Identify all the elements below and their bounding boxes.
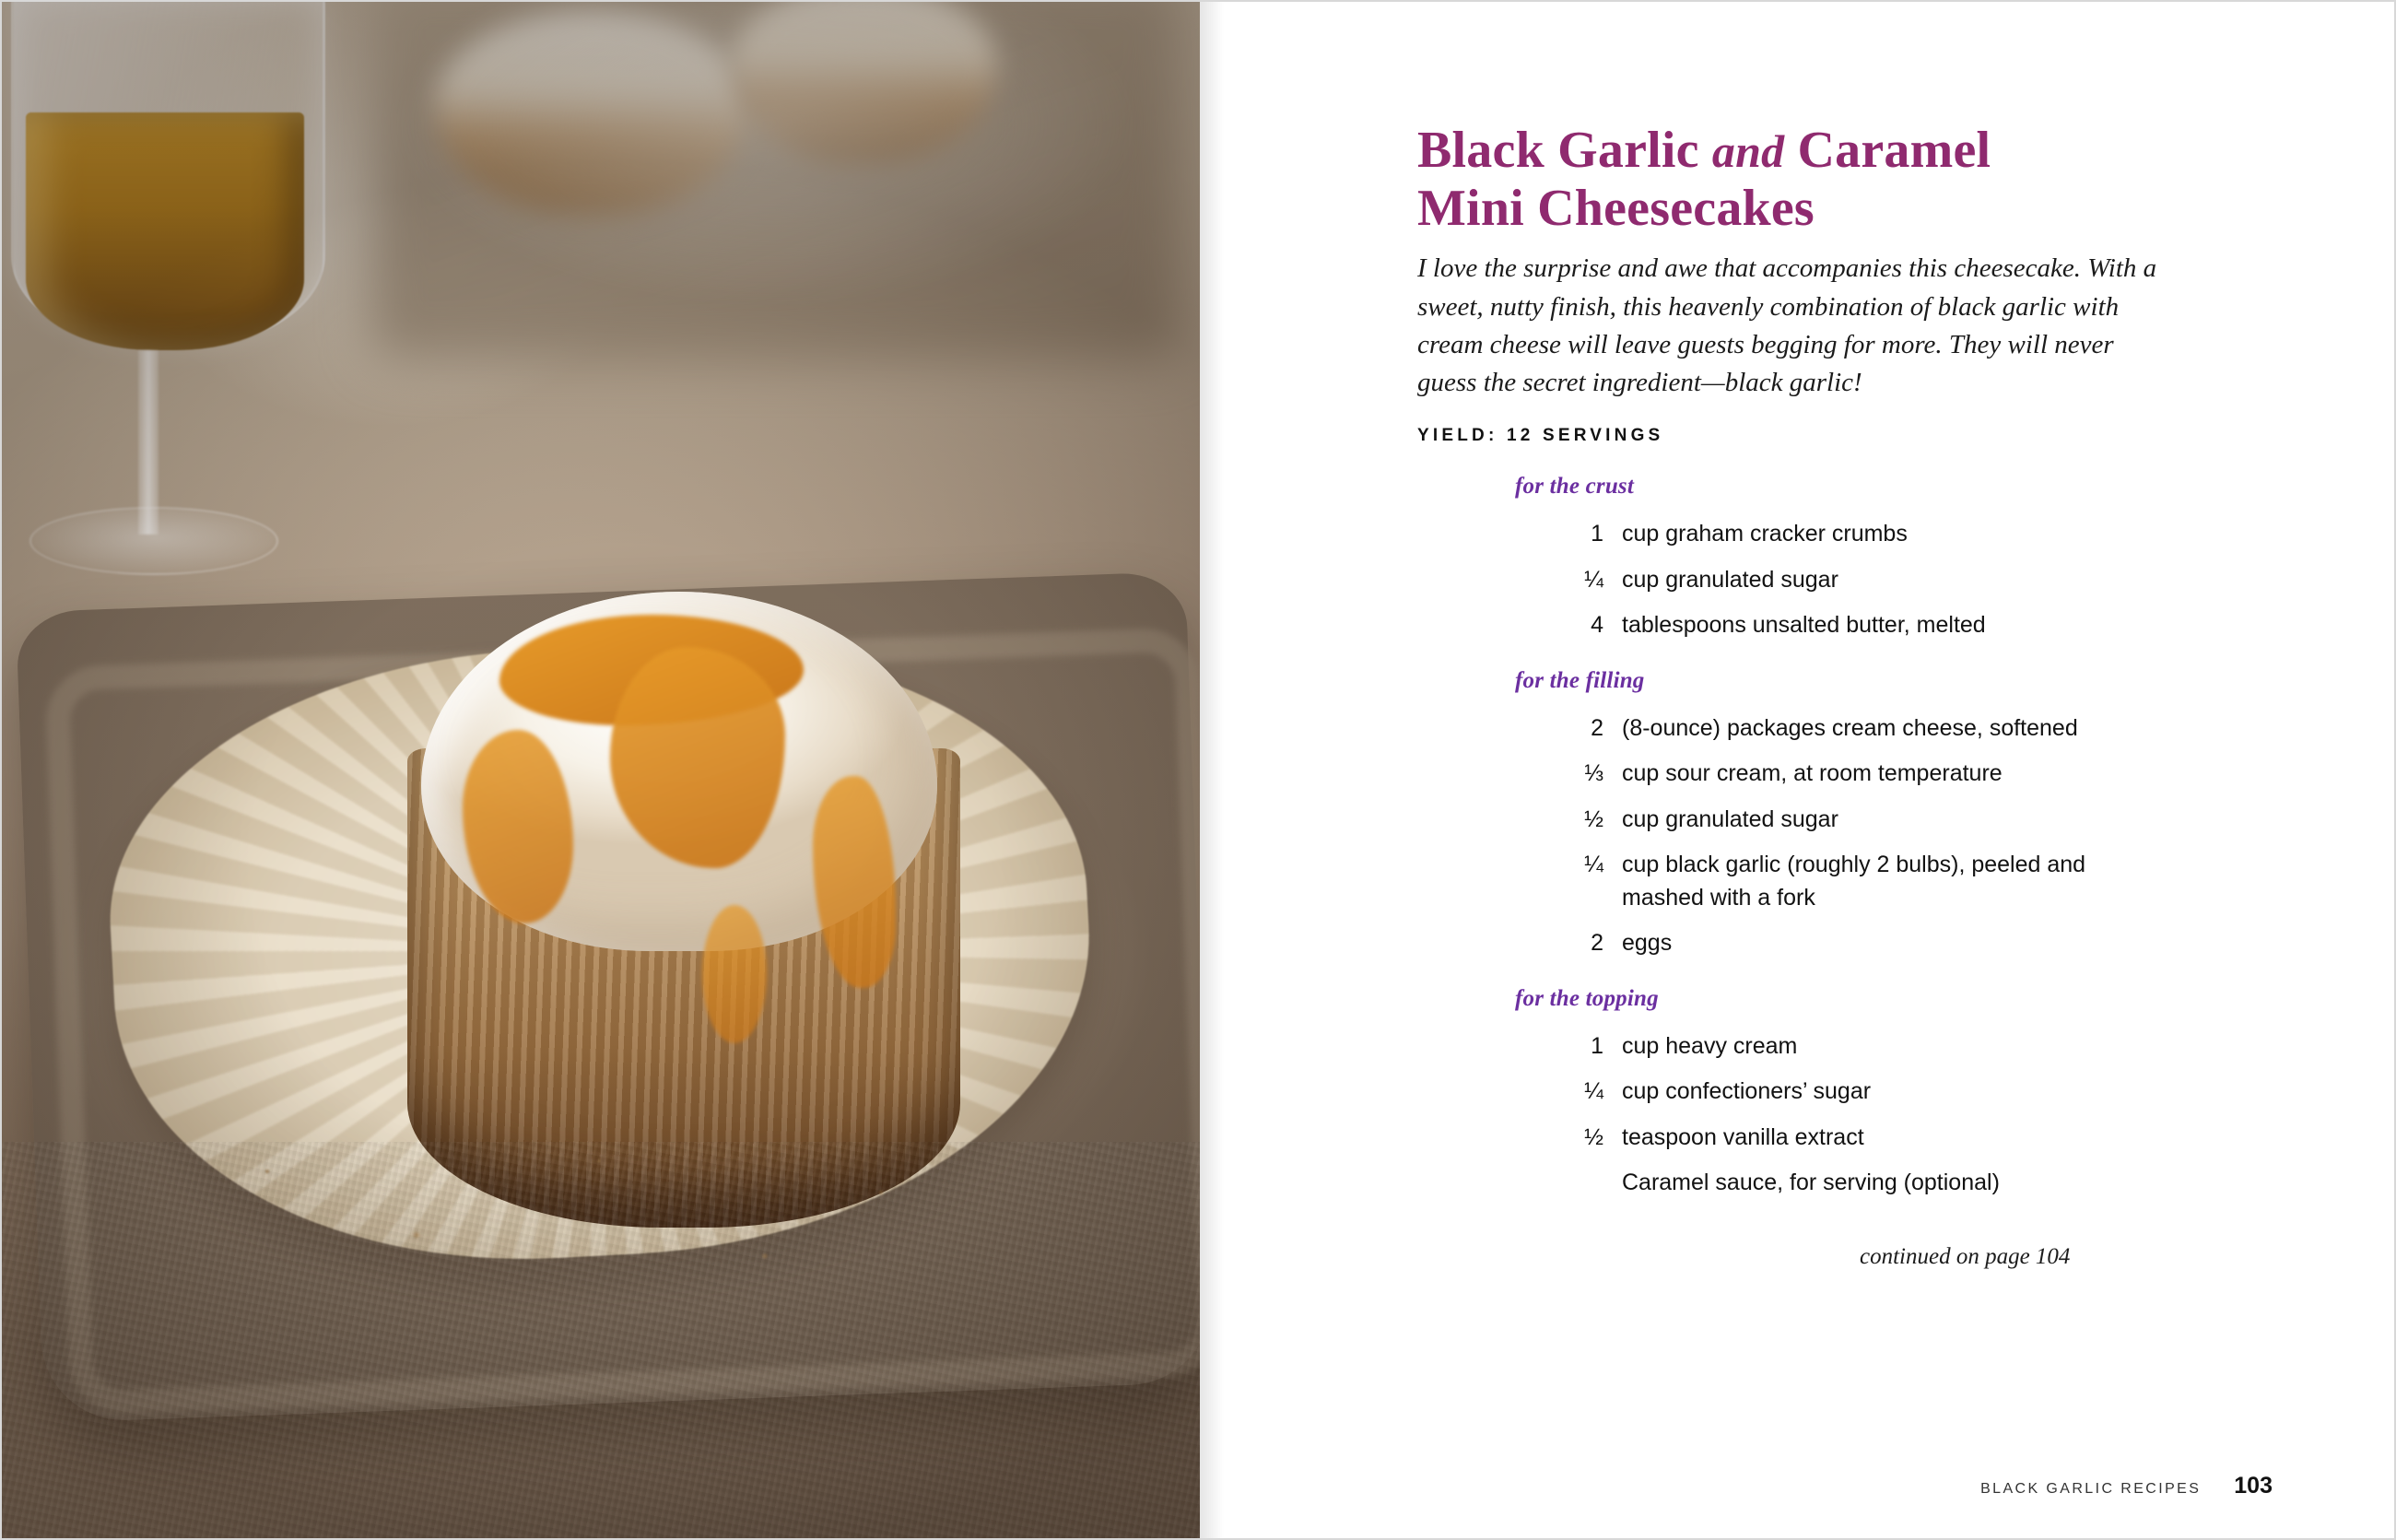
- ingredient-sections: [1515, 474, 2274, 1200]
- ingredient-item: [1565, 804, 2274, 837]
- table-cloth-texture: [2, 1142, 1200, 1538]
- ingredient-text: (8-ounce) packages cream cheese, softened: [1622, 714, 2078, 741]
- background-highlight: [389, 2, 1145, 306]
- ingredient-text: Caramel sauce, for serving (optional): [1622, 1170, 2000, 1196]
- recipe-block: [1417, 122, 2274, 1270]
- ingredient-text: cup black garlic (roughly 2 bulbs), peeled and mashed with a fork: [1622, 852, 2086, 911]
- ingredient-amount: 1: [1591, 521, 1603, 547]
- recipe-text-page: [1200, 2, 2394, 1538]
- ingredient-text: cup confectioners’ sugar: [1622, 1078, 1872, 1105]
- ingredient-item: [1565, 1167, 2274, 1200]
- ingredient-item: [1565, 849, 2274, 914]
- page-footer: [1980, 1473, 2273, 1499]
- page-number: 103: [2234, 1473, 2273, 1499]
- ingredient-list: [1565, 518, 2274, 642]
- ingredient-text: cup graham cracker crumbs: [1622, 521, 1908, 547]
- ingredient-amount: ½: [1584, 805, 1603, 832]
- ingredient-section-filling: [1515, 668, 2274, 960]
- ingredient-item: [1565, 1030, 2274, 1064]
- ingredient-list: [1565, 712, 2274, 960]
- ingredient-section-crust: [1515, 474, 2274, 642]
- gutter-shadow: [1200, 2, 1224, 1538]
- ingredient-amount: 2: [1591, 714, 1603, 741]
- wine-liquid: [26, 112, 304, 350]
- ingredient-text: cup granulated sugar: [1622, 566, 1838, 593]
- ingredient-item: [1565, 927, 2274, 960]
- recipe-photo-page: [2, 2, 1200, 1538]
- ingredient-text: eggs: [1622, 930, 1673, 957]
- ingredient-amount: ¼: [1584, 566, 1603, 593]
- ingredient-text: cup granulated sugar: [1622, 805, 1838, 832]
- ingredient-item: [1565, 1076, 2274, 1109]
- recipe-title-part2: Caramel: [1797, 122, 1991, 179]
- ingredient-text: cup sour cream, at room temperature: [1622, 760, 2003, 787]
- ingredient-text: tablespoons unsalted butter, melted: [1622, 612, 1986, 639]
- continued-note: continued on page 104: [1860, 1243, 2071, 1269]
- recipe-title-line2: Mini Cheesecakes: [1417, 179, 1815, 237]
- wine-glass-foot: [29, 507, 278, 575]
- ingredient-text: teaspoon vanilla extract: [1622, 1123, 1864, 1150]
- ingredient-amount: 1: [1591, 1032, 1603, 1059]
- food-photograph: [2, 2, 1200, 1538]
- running-head: BLACK GARLIC RECIPES: [1980, 1481, 2202, 1497]
- caramel-drizzle: [702, 905, 767, 1043]
- ingredient-section-topping: [1515, 986, 2274, 1200]
- section-heading: for the topping: [1515, 985, 1659, 1011]
- ingredient-amount: ⅓: [1584, 760, 1603, 787]
- ingredient-item: [1565, 518, 2274, 551]
- section-heading: for the crust: [1515, 474, 1635, 500]
- ingredient-item: [1565, 758, 2274, 791]
- ingredient-list: [1565, 1030, 2274, 1200]
- section-heading: for the filling: [1515, 667, 1645, 693]
- ingredient-amount: ½: [1584, 1123, 1603, 1150]
- ingredient-amount: ¼: [1584, 852, 1603, 878]
- ingredient-text: cup heavy cream: [1622, 1032, 1798, 1059]
- recipe-title-part1: Black Garlic: [1417, 122, 1699, 179]
- ingredient-amount: ¼: [1584, 1078, 1603, 1105]
- ingredient-item: [1565, 712, 2274, 746]
- ingredient-amount: 2: [1591, 930, 1603, 957]
- ingredient-amount: 4: [1591, 612, 1603, 639]
- recipe-yield: YIELD: 12 SERVINGS: [1417, 426, 1664, 446]
- ingredient-item: [1565, 1122, 2274, 1155]
- ingredient-item: [1565, 609, 2274, 642]
- recipe-title-and: and: [1711, 125, 1785, 177]
- recipe-title: [1417, 122, 2274, 237]
- recipe-intro: I love the surprise and awe that accompanies this cheesecake. With a sweet, nutty finish, this heavenly combination of black garlic with cream cheese will leave guests begging for more. They will never guess the secret ingredient—black garlic!: [1417, 253, 2157, 397]
- ingredient-item: [1565, 564, 2274, 597]
